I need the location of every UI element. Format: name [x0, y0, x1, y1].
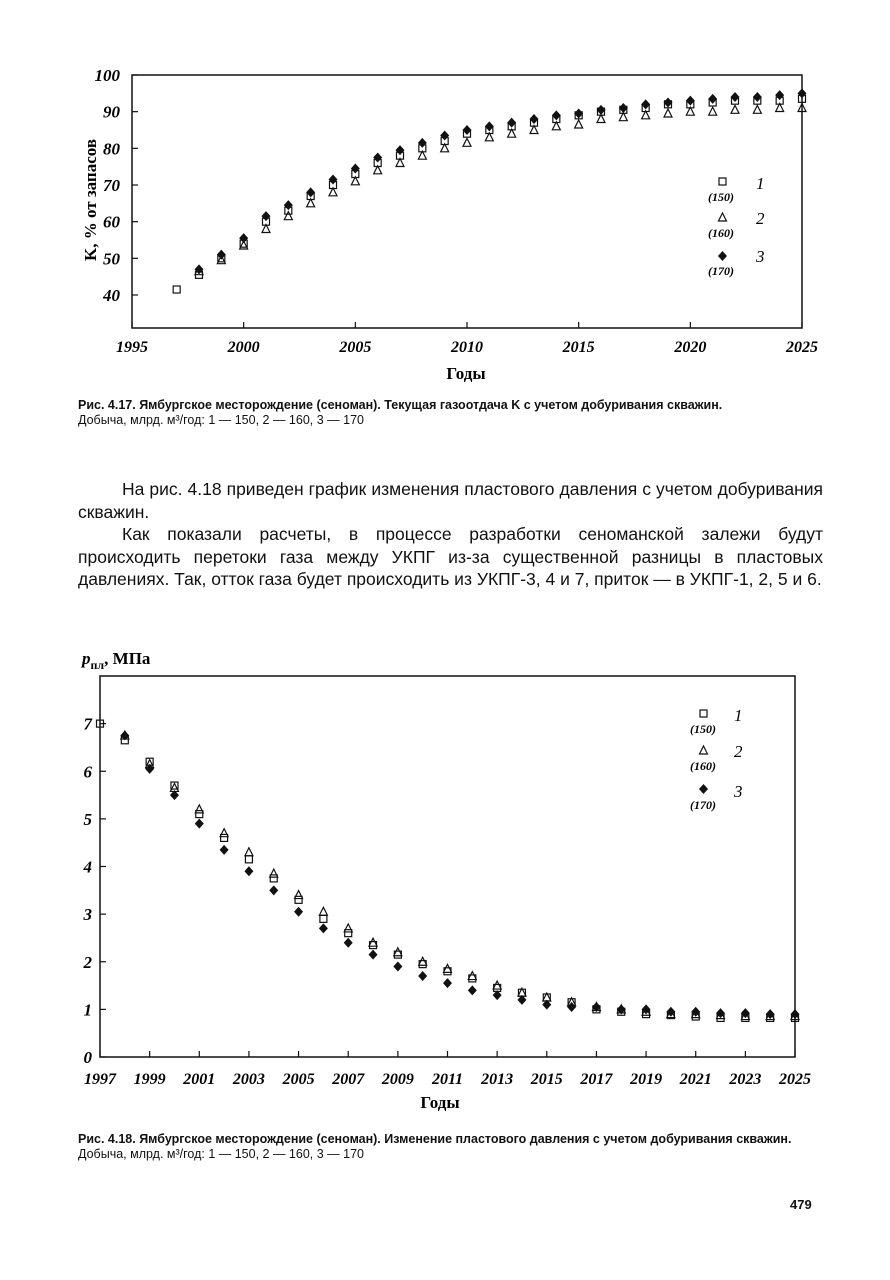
fig1-x-tick-label: 2015 — [562, 339, 595, 356]
fig1-y-tick-label: 60 — [103, 212, 120, 232]
fig2-y-tick-label: 2 — [83, 952, 92, 972]
fig1-x-axis-title: Годы — [446, 364, 486, 383]
fig2-series-3-point — [443, 978, 452, 988]
figure-4-18 — [80, 649, 811, 1112]
fig2-series-1-point — [345, 930, 352, 937]
fig1-y-tick-label: 80 — [103, 139, 120, 159]
fig1-y-tick-label: 40 — [103, 286, 120, 305]
fig2-series-1-point — [295, 896, 302, 903]
fig2-x-tick-label: 2023 — [729, 1071, 762, 1088]
figure-4-18-caption — [78, 1132, 823, 1162]
fig2-y-tick-label: 0 — [83, 1048, 92, 1067]
fig1-y-tick-label: 50 — [103, 249, 120, 269]
fig1-legend-val-3: (170) — [708, 264, 734, 278]
fig2-x-tick-label: 2015 — [530, 1071, 563, 1088]
fig2-series-2-point — [270, 869, 278, 877]
fig2-series-1-point — [320, 915, 327, 922]
body-paragraph-1: На рис. 4.18 приведен график изменения пластового давления с учетом добуривания скважин. — [78, 479, 823, 522]
figure-4-17-caption — [78, 398, 823, 428]
fig2-legend-val-1: (150) — [690, 722, 716, 736]
fig2-series-2-point — [444, 964, 452, 972]
fig1-legend-square-marker — [719, 178, 726, 185]
figure-4-17 — [81, 66, 818, 383]
fig2-legend-num-2: 2 — [734, 742, 743, 761]
fig1-series-2-point — [284, 212, 292, 220]
fig1-legend — [708, 174, 765, 278]
fig2-series-3-point — [369, 950, 378, 960]
fig2-series-2-point — [419, 957, 427, 965]
fig2-y-axis-title-symbol: p — [82, 649, 91, 668]
fig2-series-2-point — [220, 829, 228, 837]
fig1-x-tick-label: 2025 — [786, 339, 818, 356]
fig2-x-tick-label: 2013 — [481, 1071, 514, 1088]
figure-4-18-caption-sub: Добыча, млрд. м³/год: 1 — 150, 2 — 160, 3 — 170 — [78, 1147, 364, 1161]
fig2-x-tick-label: 1997 — [84, 1071, 116, 1088]
fig1-legend-num-3: 3 — [756, 247, 765, 266]
fig2-series-2-point — [394, 948, 402, 956]
fig2-x-tick-label: 2017 — [580, 1071, 613, 1088]
fig2-series-3-point — [269, 885, 278, 895]
fig2-series-2-point — [468, 972, 476, 980]
fig1-plot-frame — [132, 75, 802, 328]
fig2-series-2-point — [344, 924, 352, 932]
fig2-y-tick-label: 6 — [83, 762, 92, 782]
body-paragraph-2: Как показали расчеты, в процессе разработки сеноманской залежи будут происходить перетоки газа между УКПГ из-за существенной разницы в пластовых давлениях. Так, отток газа будет происходить из УКПГ-3, 4 и 7, приток — в УКПГ-1, 2, 5 и 6. — [78, 524, 823, 589]
fig1-x-tick-label: 2020 — [674, 339, 707, 356]
fig2-y-tick-label: 5 — [83, 809, 92, 829]
fig2-x-tick-label: 2001 — [183, 1071, 216, 1088]
fig2-legend — [690, 706, 743, 812]
fig2-x-tick-label: 1999 — [133, 1071, 166, 1088]
fig1-legend-triangle-marker — [719, 213, 727, 221]
fig2-x-tick-label: 2003 — [232, 1071, 265, 1088]
fig1-legend-val-2: (160) — [708, 226, 734, 240]
fig2-series-1-point — [221, 834, 228, 841]
fig2-legend-diamond-marker — [699, 784, 708, 794]
fig1-series-2-point — [575, 120, 583, 128]
fig2-series-2-point — [245, 848, 253, 856]
fig2-series-3-point — [195, 819, 204, 829]
fig1-x-tick-label: 1995 — [116, 339, 148, 356]
fig2-series-1-point — [196, 811, 203, 818]
fig2-series-2-point — [319, 907, 327, 915]
fig2-y-tick-label: 3 — [83, 905, 92, 925]
fig1-x-tick-label: 2005 — [339, 339, 372, 356]
fig1-x-tick-label: 2010 — [451, 339, 483, 356]
fig2-y-axis-title-subscript: пл — [90, 658, 105, 672]
fig2-series-3-point — [418, 971, 427, 981]
fig2-legend-num-1: 1 — [734, 706, 743, 725]
fig1-series-1-point — [173, 286, 180, 293]
fig2-y-tick-label: 1 — [83, 1000, 92, 1020]
fig2-legend-triangle-marker — [700, 746, 708, 754]
fig2-series-1-point — [245, 856, 252, 863]
fig2-x-axis-title: Годы — [420, 1093, 460, 1112]
fig1-legend-diamond-marker — [718, 251, 727, 261]
fig1-series-2-point — [731, 105, 739, 113]
fig2-series-2-point — [295, 891, 303, 899]
fig2-series-3-point — [319, 923, 328, 933]
fig2-x-tick-label: 2025 — [779, 1071, 811, 1088]
figure-4-18-caption-title: Рис. 4.18. Ямбургское месторождение (сеноман). Изменение пластового давления с учетом добуривания скважин. — [78, 1132, 792, 1146]
figure-4-17-caption-sub: Добыча, млрд. м³/год: 1 — 150, 2 — 160, 3 — 170 — [78, 413, 364, 427]
fig2-x-tick-label: 2009 — [381, 1071, 414, 1088]
fig2-series-3-point — [344, 938, 353, 948]
fig2-series-3-point — [244, 866, 253, 876]
fig1-series-2-point — [463, 138, 471, 146]
fig1-y-tick-label: 90 — [103, 102, 120, 122]
fig2-x-tick-label: 2019 — [630, 1071, 663, 1088]
fig2-series-3-point — [468, 985, 477, 995]
fig2-series-1-point — [270, 875, 277, 882]
fig2-y-tick-label: 7 — [83, 714, 92, 734]
fig2-series-3-point — [393, 962, 402, 972]
fig2-x-tick-label: 2011 — [431, 1071, 464, 1088]
fig2-legend-square-marker — [700, 710, 707, 717]
fig1-series-2-point — [753, 105, 761, 113]
fig1-legend-val-1: (150) — [708, 190, 734, 204]
fig2-series-2-point — [369, 938, 377, 946]
page-number: 479 — [790, 1197, 812, 1212]
fig1-x-tick-label: 2000 — [227, 339, 260, 356]
fig2-series-3-point — [220, 845, 229, 855]
fig2-x-tick-label: 2021 — [679, 1071, 712, 1088]
fig2-legend-val-3: (170) — [690, 798, 716, 812]
fig2-legend-num-3: 3 — [734, 782, 743, 801]
fig1-series-2-point — [709, 107, 717, 115]
fig1-y-axis-title: K, % от запасов — [81, 138, 100, 262]
fig2-series-3-point — [294, 907, 303, 917]
fig2-series-2-point — [493, 981, 501, 989]
fig1-legend-num-2: 2 — [756, 209, 765, 228]
fig2-y-axis-title-unit: , МПа — [104, 649, 151, 668]
fig2-series-2-point — [195, 805, 203, 813]
fig1-series-2-point — [664, 109, 672, 117]
fig2-x-tick-label: 2007 — [332, 1071, 365, 1088]
fig1-legend-num-1: 1 — [756, 174, 765, 193]
fig2-y-axis-title — [80, 649, 151, 672]
fig1-y-tick-label: 70 — [103, 176, 120, 195]
fig1-y-tick-label: 100 — [94, 66, 120, 85]
fig2-y-tick-label: 4 — [83, 857, 92, 877]
fig2-legend-val-2: (160) — [690, 759, 716, 773]
fig2-x-tick-label: 2005 — [282, 1071, 315, 1088]
figure-4-17-caption-title: Рис. 4.17. Ямбургское месторождение (сеноман). Текущая газоотдача K с учетом добуривания скважин. — [78, 398, 723, 412]
